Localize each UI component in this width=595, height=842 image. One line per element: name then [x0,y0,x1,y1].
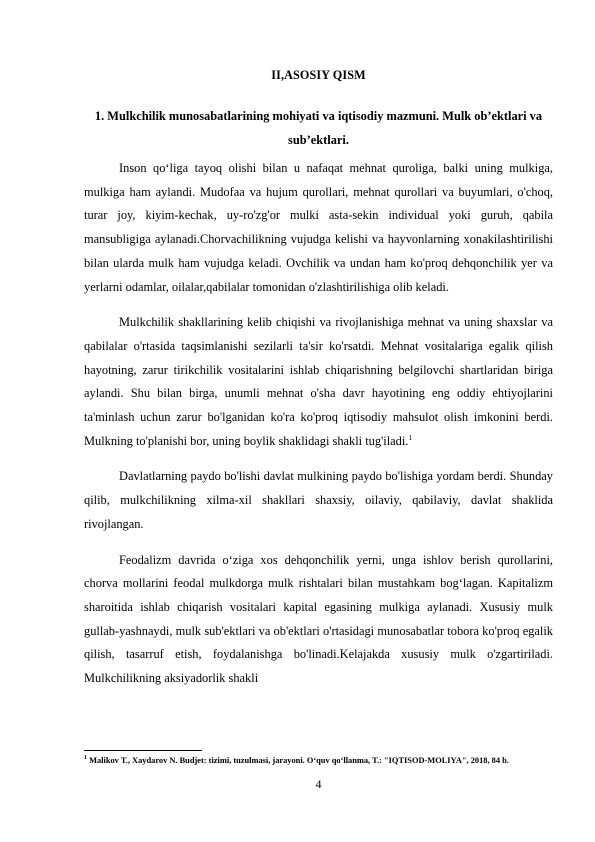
paragraph-text: Inson qo‘liga tayoq olishi bilan u nafaqat mehnat quroliga, balki uning mulkiga, mulkiga ham aylandi. Mudofaa va hujum qurollari, mehnat qurollari va buyumlari, o'choq, turar joy, kiyim-kechak, uy-ro'zg'or mulki asta-sekin individual yoki guruh, qabila mansubligiga aylanadi.Chorvachilikning vujudga kelishi va hayvonlarning xonakilashtirilishi bilan ularda mulk ham vujudga keladi. Ovchilik va undan ham ko'proq dehqonchilik yer va yerlarni odamlar, oilalar,qabilalar tomonidan o'zlashtirilishiga olib keladi. [84,161,553,294]
paragraph-text: Feodalizm davrida o‘ziga xos dehqonchilik yerni, unga ishlov berish qurollarini, chorva mollarini feodal mulkdorga mulk rishtalari bilan mustahkam bog‘lagan. Kapitalizm sharoitida ishlab chiqarish vositalari kapital egasining mulkiga aylanadi. Xususiy mulk gullab-yashnaydi, mulk sub'ektlari va ob'ektlari o'rtasidagi munosabatlar tobora ko'proq egalik qilish, tasarruf etish, foydalanishga bo'linadi.Kelajakda xususiy mulk o'zgartiriladi. Mulkchilikning aksiyadorlik shakli [84,552,553,686]
paragraph-text: Mulkchilik shakllarining kelib chiqishi va rivojlanishiga mehnat va uning shaxslar va qabilalar o'rtasida taqsimlanishi sezilarli ta'sir ko'rsatdi. Mehnat vositalariga egalik qilish hayotning, zarur tirikchilik vositalarini ishlab chiqarishning belgilovchi shartlaridan biriga aylandi. Shu bilan birga, unumli mehnat o'sha davr hayotining eng oddiy ehtiyojlarini ta'minlash uchun zarur bo'lganidan ko'ra ko'proq iqtisodiy mahsulot olish imkonini berdi. Mulkning to'planishi bor, uning boylik shaklidagi shakli tug'iladi. [84,315,553,448]
chapter-subtitle: 1. Mulkchilik munosabatlarining mohiyati va iqtisodiy mazmuni. Mulk ob’ektlari va sub’ektlari. [94,109,543,148]
footnote-divider [84,750,202,751]
footnote-text: Malikov T., Xaydarov N. Budjet: tizimi, tuzulmasi, jarayoni. O‘quv qo‘llanma, T.: "IQTISOD-MOLIYA", 2018, 84 b. [89,756,509,765]
page-number: 4 [315,777,322,791]
footnote [84,755,553,766]
paragraph-text: Davlatlarning paydo bo'lishi davlat mulkining paydo bo'lishiga yordam berdi. Shunday qilib, mulkchilikning xilma-xil shakllari shaxsiy, oilaviy, qabilaviy, davlat shaklida rivojlangan. [84,469,553,531]
paragraph [84,157,553,299]
footnote-marker: 1 [84,755,87,762]
section-title: II,ASOSIY QISM [271,68,366,82]
footnote-reference[interactable]: 1 [408,432,413,442]
paragraph [84,465,553,536]
paragraph [84,311,553,453]
body-text [84,157,553,703]
paragraph [84,549,553,691]
